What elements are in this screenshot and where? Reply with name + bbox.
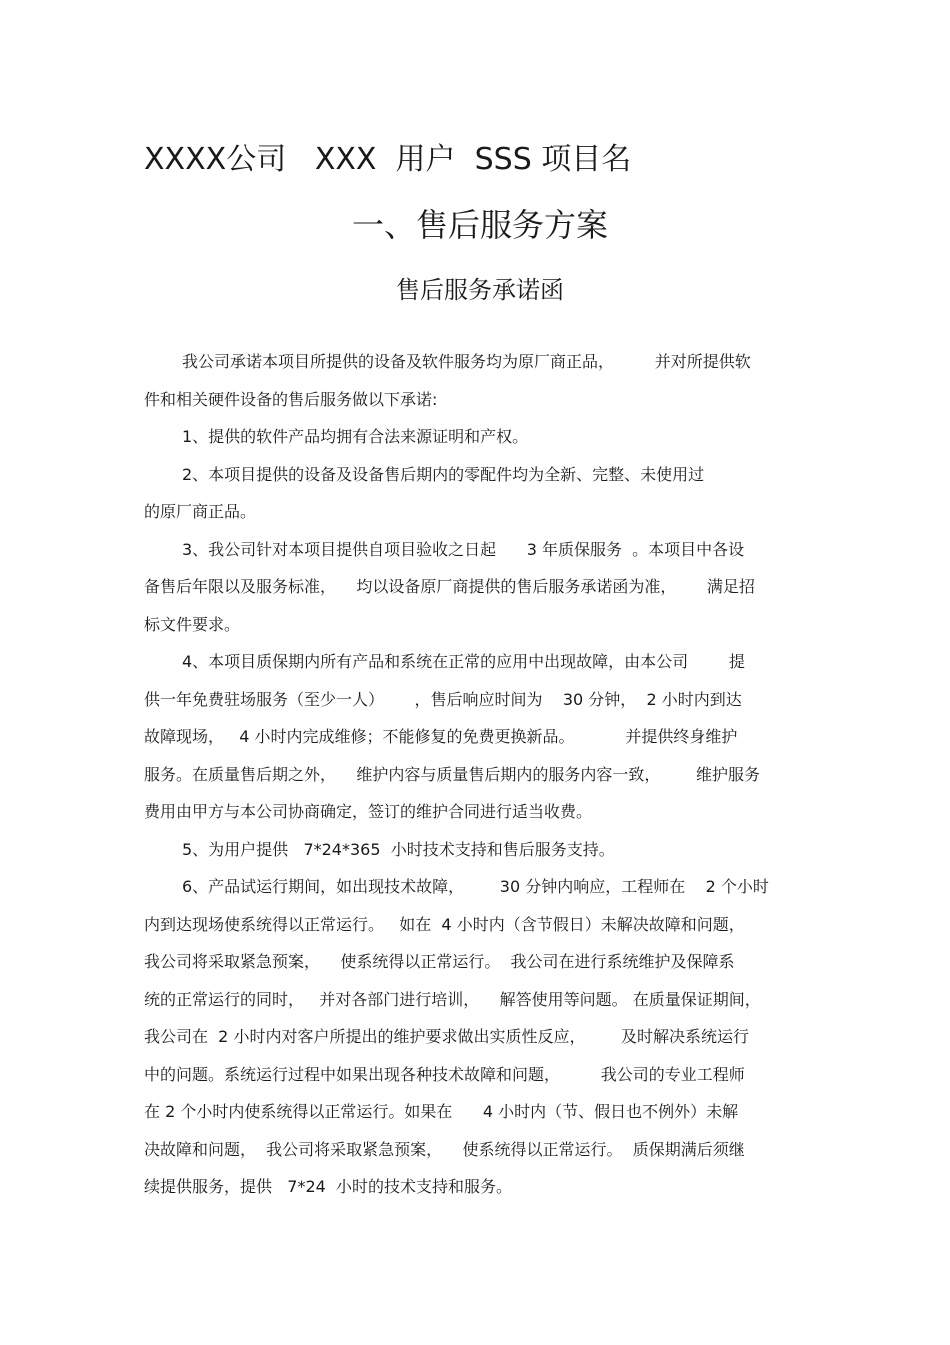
- paragraph-line: 供一年免费驻场服务（至少一人） ，售后响应时间为 30 分钟， 2 小时内到达: [144, 689, 742, 709]
- paragraph-line: 中的问题。系统运行过程中如果出现各种技术故障和问题， 我公司的专业工程师: [144, 1064, 745, 1084]
- paragraph-line: 5、为用户提供 7*24*365 小时技术支持和售后服务支持。: [182, 839, 615, 859]
- paragraph-line: 决故障和问题， 我公司将采取紧急预案， 使系统得以正常运行。 质保期满后须继: [144, 1139, 745, 1159]
- section-title: 一、售后服务方案: [351, 206, 608, 244]
- paragraph-line: 1、提供的软件产品均拥有合法来源证明和产权。: [182, 427, 529, 446]
- document-title: XXXX公司 XXX 用户 SSS 项目名: [144, 142, 632, 177]
- paragraph-line: 标文件要求。: [144, 614, 241, 634]
- commitment-letter-title: 售后服务承诺函: [396, 276, 564, 304]
- paragraph-line: 续提供服务，提供 7*24 小时的技术支持和服务。: [144, 1177, 512, 1196]
- paragraph-line: 费用由甲方与本公司协商确定，签订的维护合同进行适当收费。: [144, 802, 593, 821]
- paragraph-line: 统的正常运行的同时， 并对各部门进行培训， 解答使用等问题。 在质量保证期间，: [144, 989, 761, 1009]
- paragraph-line: 的原厂商正品。: [144, 502, 257, 521]
- paragraph-line: 服务。在质量售后期之外， 维护内容与质量售后期内的服务内容一致， 维护服务: [144, 764, 760, 784]
- paragraph-line: 我公司承诺本项目所提供的设备及软件服务均为原厂商正品， 并对所提供软: [182, 352, 751, 371]
- paragraph-line: 我公司将采取紧急预案， 使系统得以正常运行。 我公司在进行系统维护及保障系: [144, 952, 735, 971]
- paragraph-line: 件和相关硬件设备的售后服务做以下承诺:: [144, 389, 438, 409]
- paragraph-line: 我公司在 2 小时内对客户所提出的维护要求做出实质性反应， 及时解决系统运行: [144, 1027, 750, 1046]
- paragraph-line: 内到达现场使系统得以正常运行。 如在 4 小时内（含节假日）未解决故障和问题，: [144, 914, 745, 934]
- paragraph-line: 4、本项目质保期内所有产品和系统在正常的应用中出现故障，由本公司 提: [182, 652, 745, 671]
- paragraph-line: 2、本项目提供的设备及设备售后期内的零配件均为全新、完整、未使用过: [182, 464, 705, 484]
- paragraph-line: 3、我公司针对本项目提供自项目验收之日起 3 年质保服务 。本项目中各设: [182, 539, 745, 559]
- paragraph-line: 备售后年限以及服务标准， 均以设备原厂商提供的售后服务承诺函为准， 满足招: [144, 577, 755, 596]
- paragraph-line: 故障现场， 4 小时内完成维修；不能修复的免费更换新品。 并提供终身维护: [144, 727, 738, 746]
- paragraph-line: 在 2 个小时内使系统得以正常运行。如果在 4 小时内（节、假日也不例外）未解: [144, 1102, 739, 1121]
- paragraph-line: 6、产品试运行期间，如出现技术故障， 30 分钟内响应，工程师在 2 个小时: [182, 877, 769, 896]
- commitment-body: [144, 343, 814, 1206]
